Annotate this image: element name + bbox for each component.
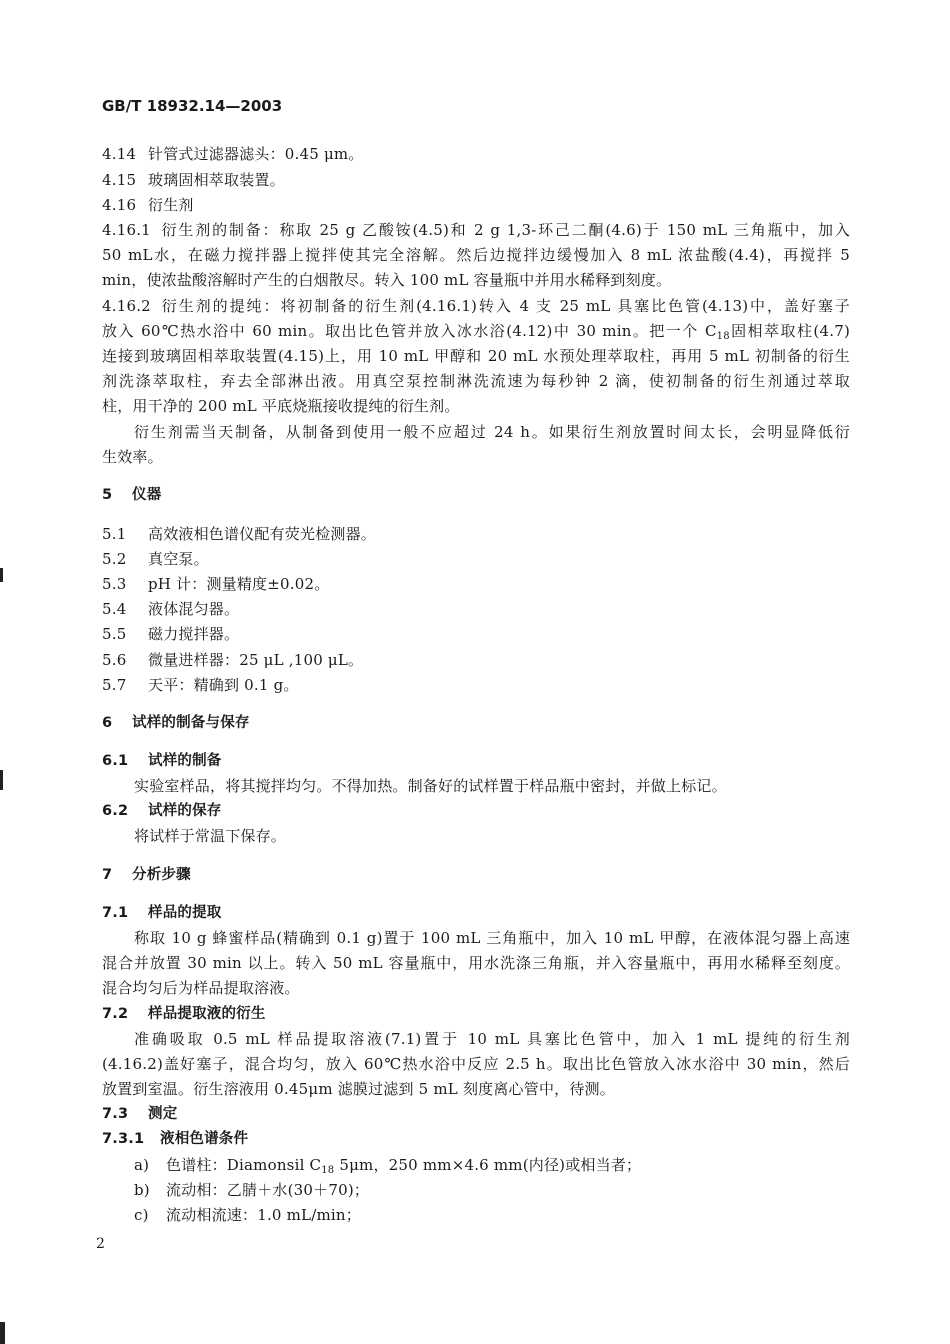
scan-edge-mark — [0, 770, 3, 790]
page-number: 2 — [96, 1236, 105, 1252]
clause-4-14: 4.14 针管式过滤器滤头：0.45 μm。 — [102, 145, 364, 163]
clause-7-1-line3: 混合均匀后为样品提取溶液。 — [102, 979, 300, 997]
clause-6-1-heading: 6.1 试样的制备 — [102, 753, 222, 769]
clause-7-3-1-heading: 7.3.1 液相色谱条件 — [102, 1131, 249, 1147]
clause-4-16: 4.16 衍生剂 — [102, 196, 194, 214]
clause-4-15: 4.15 玻璃固相萃取装置。 — [102, 171, 285, 189]
clause-7-1-line1: 称取 10 g 蜂蜜样品(精确到 0.1 g)置于 100 mL 三角瓶中，加入 10 mL 甲醇，在液体混匀器上高速 — [134, 929, 850, 947]
condition-a: a) 色谱柱：Diamonsil $C_{18}$ 5μm，250 mm×4.6 mm(内径)或相当者； — [134, 1156, 642, 1176]
clause-5-2: 5.2 真空泵。 — [102, 550, 209, 568]
clause-4-16-2-line2: 放入 60℃热水浴中 60 min。取出比色管并放入冰水浴(4.12)中 30 min。把一个 $C_{18}$固相萃取柱(4.7) — [102, 322, 850, 342]
note-line2: 生效率。 — [102, 448, 163, 466]
clause-6-2-heading: 6.2 试样的保存 — [102, 803, 222, 819]
section-5-heading: 5 仪器 — [102, 487, 162, 503]
clause-7-2-heading: 7.2 样品提取液的衍生 — [102, 1006, 266, 1022]
standard-number: GB/T 18932.14—2003 — [102, 97, 283, 115]
scan-edge-mark — [0, 1322, 5, 1344]
clause-7-1-heading: 7.1 样品的提取 — [102, 905, 222, 921]
clause-7-3-heading: 7.3 测定 — [102, 1106, 178, 1122]
clause-5-4: 5.4 液体混匀器。 — [102, 600, 240, 618]
clause-6-1-text: 实验室样品，将其搅拌均匀。不得加热。制备好的试样置于样品瓶中密封，并做上标记。 — [134, 777, 727, 795]
clause-7-2-line3: 放置到室温。衍生溶液用 0.45μm 滤膜过滤到 5 mL 刻度离心管中，待测。 — [102, 1080, 615, 1098]
clause-4-16-1-line3: min，使浓盐酸溶解时产生的白烟散尽。转入 100 mL 容量瓶中并用水稀释到刻度。 — [102, 271, 672, 289]
clause-7-1-line2: 混合并放置 30 min 以上。转入 50 mL 容量瓶中，用水洗涤三角瓶，并入容量瓶中，再用水稀释至刻度。 — [102, 954, 850, 972]
clause-4-16-2-line5: 柱，用干净的 200 mL 平底烧瓶接收提纯的衍生剂。 — [102, 397, 460, 415]
condition-c: c) 流动相流速：1.0 mL/min； — [134, 1206, 361, 1224]
clause-4-16-2-line3: 连接到玻璃固相萃取装置(4.15)上，用 10 mL 甲醇和 20 mL 水预处理萃取柱，再用 5 mL 初制备的衍生 — [102, 347, 850, 365]
scan-edge-mark — [0, 568, 3, 582]
section-7-heading: 7 分析步骤 — [102, 867, 191, 883]
clause-4-16-1-line2: 50 mL水，在磁力搅拌器上搅拌使其完全溶解。然后边搅拌边缓慢加入 8 mL 浓盐酸(4.4)，再搅拌 5 — [102, 246, 850, 264]
clause-5-6: 5.6 微量进样器：25 μL ,100 μL。 — [102, 651, 364, 669]
condition-b: b) 流动相：乙腈＋水(30＋70)； — [134, 1181, 370, 1199]
section-6-heading: 6 试样的制备与保存 — [102, 715, 250, 731]
clause-5-1: 5.1 高效液相色谱仪配有荧光检测器。 — [102, 525, 377, 543]
clause-5-5: 5.5 磁力搅拌器。 — [102, 625, 240, 643]
clause-7-2-line1: 准确吸取 0.5 mL 样品提取溶液(7.1)置于 10 mL 具塞比色管中，加入 1 mL 提纯的衍生剂 — [134, 1030, 850, 1048]
note-line1: 衍生剂需当天制备，从制备到使用一般不应超过 24 h。如果衍生剂放置时间太长，会明显降低衍 — [134, 423, 850, 441]
clause-4-16-2-line4: 剂洗涤萃取柱，弃去全部淋出液。用真空泵控制淋洗流速为每秒钟 2 滴，使初制备的衍生剂通过萃取 — [102, 372, 850, 390]
clause-6-2-text: 将试样于常温下保存。 — [134, 827, 287, 845]
clause-7-2-line2: (4.16.2)盖好塞子，混合均匀，放入 60℃热水浴中反应 2.5 h。取出比色管放入冰水浴中 30 min，然后 — [102, 1055, 850, 1073]
clause-4-16-1-line1: 4.16.1 衍生剂的制备：称取 25 g 乙酸铵(4.5)和 2 g 1,3-环己二酮(4.6)于 150 mL 三角瓶中，加入 — [102, 221, 850, 239]
clause-5-7: 5.7 天平：精确到 0.1 g。 — [102, 676, 299, 694]
clause-5-3: 5.3 pH 计：测量精度±0.02。 — [102, 575, 330, 593]
clause-4-16-2-line1: 4.16.2 衍生剂的提纯：将初制备的衍生剂(4.16.1)转入 4 支 25 mL 具塞比色管(4.13)中，盖好塞子 — [102, 297, 850, 315]
